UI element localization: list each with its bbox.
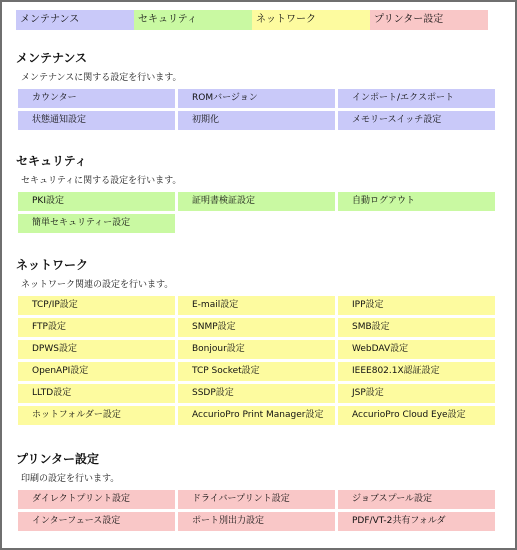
menu-tcp-socket[interactable]: TCP Socket設定 [178, 362, 335, 381]
menu-auto-logout[interactable]: 自動ログアウト [338, 192, 495, 211]
menu-tcpip[interactable]: TCP/IP設定 [18, 296, 175, 315]
menu-interface[interactable]: インターフェース設定 [18, 512, 175, 531]
maintenance-title: メンテナンス [16, 51, 88, 65]
menu-snmp[interactable]: SNMP設定 [178, 318, 335, 337]
maintenance-section [16, 50, 494, 130]
menu-cert-verification[interactable]: 証明書検証設定 [178, 192, 335, 211]
network-description: ネットワーク関連の設定を行います。 [21, 280, 174, 290]
menu-webdav[interactable]: WebDAV設定 [338, 340, 495, 359]
menu-accuriopro-cloud-eye[interactable]: AccurioPro Cloud Eye設定 [338, 406, 495, 425]
menu-port-output[interactable]: ポート別出力設定 [178, 512, 335, 531]
menu-openapi[interactable]: OpenAPI設定 [18, 362, 175, 381]
menu-ftp[interactable]: FTP設定 [18, 318, 175, 337]
menu-memory-switch[interactable]: メモリースイッチ設定 [338, 111, 495, 130]
menu-easy-security[interactable]: 簡単セキュリティー設定 [18, 214, 175, 233]
security-title: セキュリティ [16, 154, 87, 168]
menu-initialize[interactable]: 初期化 [178, 111, 335, 130]
menu-accuriopro-print-manager[interactable]: AccurioPro Print Manager設定 [178, 406, 335, 425]
printer-title: プリンター設定 [16, 452, 100, 466]
tab-maintenance[interactable]: メンテナンス [16, 10, 134, 30]
menu-ieee8021x[interactable]: IEEE802.1X認証設定 [338, 362, 495, 381]
menu-dpws[interactable]: DPWS設定 [18, 340, 175, 359]
printer-description: 印刷の設定を行います。 [21, 474, 120, 484]
menu-ipp[interactable]: IPP設定 [338, 296, 495, 315]
menu-pki[interactable]: PKI設定 [18, 192, 175, 211]
menu-jsp[interactable]: JSP設定 [338, 384, 495, 403]
security-section [16, 153, 494, 233]
network-title: ネットワーク [16, 258, 89, 272]
menu-ssdp[interactable]: SSDP設定 [178, 384, 335, 403]
menu-driver-print[interactable]: ドライバープリント設定 [178, 490, 335, 509]
menu-email[interactable]: E-mail設定 [178, 296, 335, 315]
menu-pdfvt2-shared-folder[interactable]: PDF/VT-2共有フォルダ [338, 512, 495, 531]
menu-smb[interactable]: SMB設定 [338, 318, 495, 337]
category-tabs [16, 10, 488, 30]
security-description: セキュリティに関する設定を行います。 [21, 176, 182, 186]
security-menu [16, 192, 494, 233]
menu-bonjour[interactable]: Bonjour設定 [178, 340, 335, 359]
network-section [16, 257, 494, 425]
menu-hot-folder[interactable]: ホットフォルダー設定 [18, 406, 175, 425]
maintenance-menu [16, 89, 494, 130]
menu-import-export[interactable]: インポート/エクスポート [338, 89, 495, 108]
menu-rom-version[interactable]: ROMバージョン [178, 89, 335, 108]
tab-security[interactable]: セキュリティ [134, 10, 252, 30]
menu-direct-print[interactable]: ダイレクトプリント設定 [18, 490, 175, 509]
tab-printer-settings[interactable]: プリンター設定 [370, 10, 488, 30]
tab-network[interactable]: ネットワーク [252, 10, 370, 30]
menu-job-spool[interactable]: ジョブスプール設定 [338, 490, 495, 509]
menu-status-notification[interactable]: 状態通知設定 [18, 111, 175, 130]
network-menu [16, 296, 494, 425]
maintenance-description: メンテナンスに関する設定を行います。 [21, 73, 182, 83]
printer-section [16, 451, 494, 531]
printer-menu [16, 490, 494, 531]
menu-lltd[interactable]: LLTD設定 [18, 384, 175, 403]
menu-counter[interactable]: カウンター [18, 89, 175, 108]
